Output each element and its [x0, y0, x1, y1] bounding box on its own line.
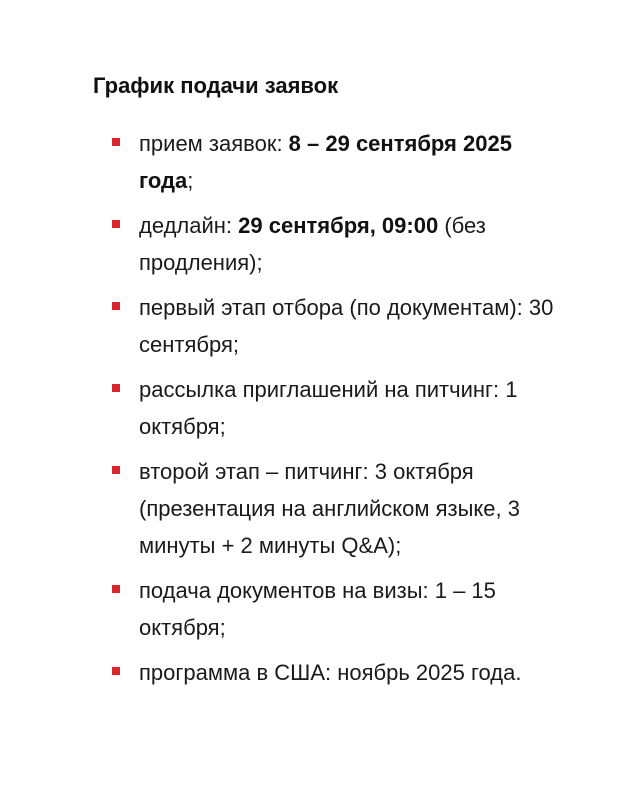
bullet-square-icon [112, 220, 120, 228]
list-item-usa-program [110, 654, 560, 691]
item-text: второй этап – питчинг: 3 октября (презентация на английском языке, 3 минуты + 2 минуты Q&A); [139, 459, 520, 558]
item-text-bold: 8 – 29 сентября 2025 года [139, 131, 512, 193]
list-item-second-stage [110, 453, 560, 564]
list-item-applications [110, 125, 560, 199]
list-item-visa-documents [110, 572, 560, 646]
item-text-post: (без продления); [139, 213, 486, 275]
list-item-invitations [110, 371, 560, 445]
item-text-pre: прием заявок: [139, 131, 289, 156]
page-title: График подачи заявок [93, 73, 339, 98]
item-text-post: ; [187, 168, 194, 193]
item-text: программа в США: ноябрь 2025 года. [139, 660, 522, 685]
item-text-bold: 29 сентября, 09:00 [238, 213, 439, 238]
bullet-square-icon [112, 302, 120, 310]
bullet-square-icon [112, 667, 120, 675]
schedule-list [110, 125, 560, 699]
bullet-square-icon [112, 466, 120, 474]
bullet-square-icon [112, 138, 120, 146]
item-text-pre: дедлайн: [139, 213, 239, 238]
item-text: подача документов на визы: 1 – 15 октября; [139, 578, 496, 640]
list-item-first-stage [110, 289, 560, 363]
list-item-deadline [110, 207, 560, 281]
bullet-square-icon [112, 585, 120, 593]
item-text: рассылка приглашений на питчинг: 1 октября; [139, 377, 518, 439]
item-text: первый этап отбора (по документам): 30 сентября; [139, 295, 554, 357]
bullet-square-icon [112, 384, 120, 392]
